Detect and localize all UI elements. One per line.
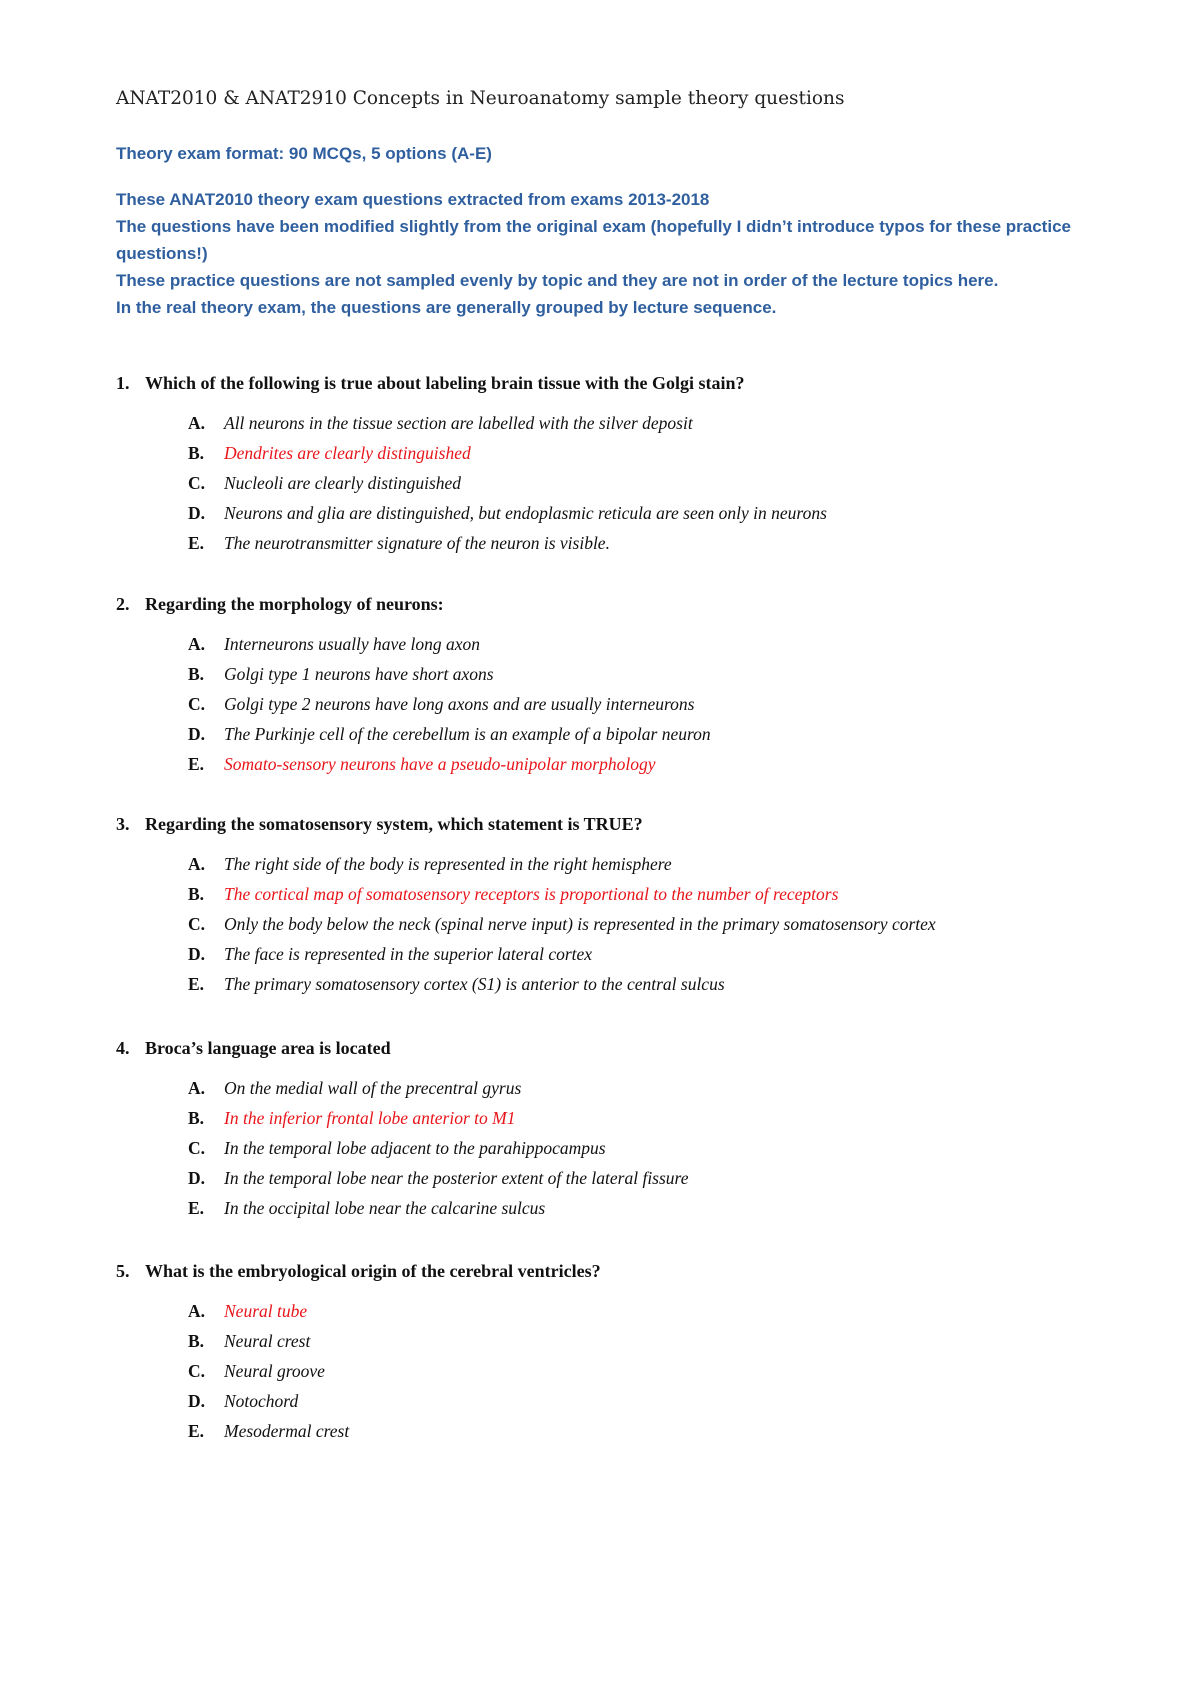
option-text: Nucleoli are clearly distinguished [224, 473, 462, 493]
option-text: Interneurons usually have long axon [224, 634, 480, 654]
option-text: Neural groove [224, 1361, 325, 1381]
option-e [116, 749, 1116, 779]
option-text: Only the body below the neck (spinal nerve input) is represented in the primary somatosensory cortex [224, 914, 936, 934]
option-d [116, 498, 1116, 528]
option-c [116, 689, 1116, 719]
option-text: The Purkinje cell of the cerebellum is an example of a bipolar neuron [224, 724, 711, 744]
option-text: Mesodermal crest [224, 1421, 350, 1441]
question-heading [116, 811, 1116, 837]
option-letter: B. [188, 664, 205, 684]
option-letter: A. [188, 854, 206, 874]
question-3 [116, 811, 1116, 999]
option-text: Neural crest [224, 1331, 311, 1351]
option-text: In the temporal lobe adjacent to the parahippocampus [224, 1138, 606, 1158]
option-text: Somato-sensory neurons have a pseudo-unipolar morphology [224, 754, 656, 774]
question-text: Broca’s language area is located [145, 1038, 391, 1058]
option-letter: D. [188, 1168, 206, 1188]
question-number: 3. [116, 814, 130, 834]
option-text: The primary somatosensory cortex (S1) is anterior to the central sulcus [224, 974, 725, 994]
notes-line: In the real theory exam, the questions are generally grouped by lecture sequence. [116, 298, 777, 317]
option-a [116, 408, 1116, 438]
question-text: Which of the following is true about labeling brain tissue with the Golgi stain? [145, 373, 745, 393]
option-e [116, 1193, 1116, 1223]
option-c [116, 1133, 1116, 1163]
question-number: 1. [116, 373, 130, 393]
question-number: 5. [116, 1261, 130, 1281]
option-letter: C. [188, 694, 206, 714]
option-text: On the medial wall of the precentral gyrus [224, 1078, 522, 1098]
option-list [116, 1073, 1116, 1223]
exam-notes [116, 186, 1096, 321]
option-text: In the inferior frontal lobe anterior to M1 [224, 1108, 516, 1128]
option-letter: C. [188, 473, 206, 493]
question-5 [116, 1258, 1116, 1446]
notes-line: The questions have been modified slightly from the original exam (hopefully I didn’t introduce typos for these practice questions!) [116, 217, 1071, 263]
option-letter: E. [188, 754, 205, 774]
option-letter: B. [188, 443, 205, 463]
option-b [116, 1103, 1116, 1133]
question-1 [116, 370, 1116, 558]
option-letter: D. [188, 1391, 206, 1411]
option-list [116, 1296, 1116, 1446]
option-a [116, 629, 1116, 659]
option-text: Neural tube [224, 1301, 308, 1321]
option-b [116, 659, 1116, 689]
question-text: Regarding the somatosensory system, which statement is TRUE? [145, 814, 643, 834]
option-letter: E. [188, 533, 205, 553]
option-letter: B. [188, 1108, 205, 1128]
question-heading [116, 370, 1116, 396]
question-number: 2. [116, 594, 130, 614]
option-c [116, 1356, 1116, 1386]
question-heading [116, 1258, 1116, 1284]
option-text: The neurotransmitter signature of the neuron is visible. [224, 533, 610, 553]
option-letter: D. [188, 503, 206, 523]
option-text: Notochord [224, 1391, 299, 1411]
option-letter: A. [188, 1078, 206, 1098]
option-e [116, 1416, 1116, 1446]
notes-line: These ANAT2010 theory exam questions extracted from exams 2013-2018 [116, 190, 710, 209]
question-text: Regarding the morphology of neurons: [145, 594, 444, 614]
option-e [116, 528, 1116, 558]
option-letter: E. [188, 1198, 205, 1218]
option-letter: C. [188, 1138, 206, 1158]
option-letter: B. [188, 884, 205, 904]
question-4 [116, 1035, 1116, 1223]
option-letter: C. [188, 1361, 206, 1381]
option-b [116, 1326, 1116, 1356]
option-letter: C. [188, 914, 206, 934]
option-letter: A. [188, 1301, 206, 1321]
option-text: All neurons in the tissue section are labelled with the silver deposit [224, 413, 693, 433]
exam-format-line: Theory exam format: 90 MCQs, 5 options (A-E) [116, 144, 492, 163]
option-text: Dendrites are clearly distinguished [224, 443, 471, 463]
option-text: Neurons and glia are distinguished, but endoplasmic reticula are seen only in neurons [224, 503, 827, 523]
option-letter: E. [188, 1421, 205, 1441]
option-letter: A. [188, 413, 206, 433]
option-c [116, 468, 1116, 498]
option-a [116, 1296, 1116, 1326]
option-list [116, 849, 1116, 999]
option-text: In the occipital lobe near the calcarine sulcus [224, 1198, 546, 1218]
option-a [116, 1073, 1116, 1103]
option-a [116, 849, 1116, 879]
option-text: The face is represented in the superior lateral cortex [224, 944, 593, 964]
option-list [116, 408, 1116, 558]
notes-line: These practice questions are not sampled evenly by topic and they are not in order of the lecture topics here. [116, 271, 999, 290]
option-text: Golgi type 2 neurons have long axons and are usually interneurons [224, 694, 695, 714]
option-text: In the temporal lobe near the posterior extent of the lateral fissure [224, 1168, 689, 1188]
option-letter: A. [188, 634, 206, 654]
option-text: Golgi type 1 neurons have short axons [224, 664, 494, 684]
option-letter: E. [188, 974, 205, 994]
option-e [116, 969, 1116, 999]
option-d [116, 1163, 1116, 1193]
option-d [116, 719, 1116, 749]
option-d [116, 1386, 1116, 1416]
option-text: The cortical map of somatosensory receptors is proportional to the number of receptors [224, 884, 839, 904]
page-title: ANAT2010 & ANAT2910 Concepts in Neuroanatomy sample theory questions [116, 88, 845, 109]
option-d [116, 939, 1116, 969]
option-c [116, 909, 1116, 939]
question-heading [116, 1035, 1116, 1061]
option-letter: B. [188, 1331, 205, 1351]
option-list [116, 629, 1116, 779]
question-number: 4. [116, 1038, 130, 1058]
option-text: The right side of the body is represented in the right hemisphere [224, 854, 672, 874]
option-b [116, 879, 1116, 909]
question-heading [116, 591, 1116, 617]
option-letter: D. [188, 724, 206, 744]
question-text: What is the embryological origin of the cerebral ventricles? [145, 1261, 601, 1281]
option-letter: D. [188, 944, 206, 964]
question-2 [116, 591, 1116, 779]
option-b [116, 438, 1116, 468]
